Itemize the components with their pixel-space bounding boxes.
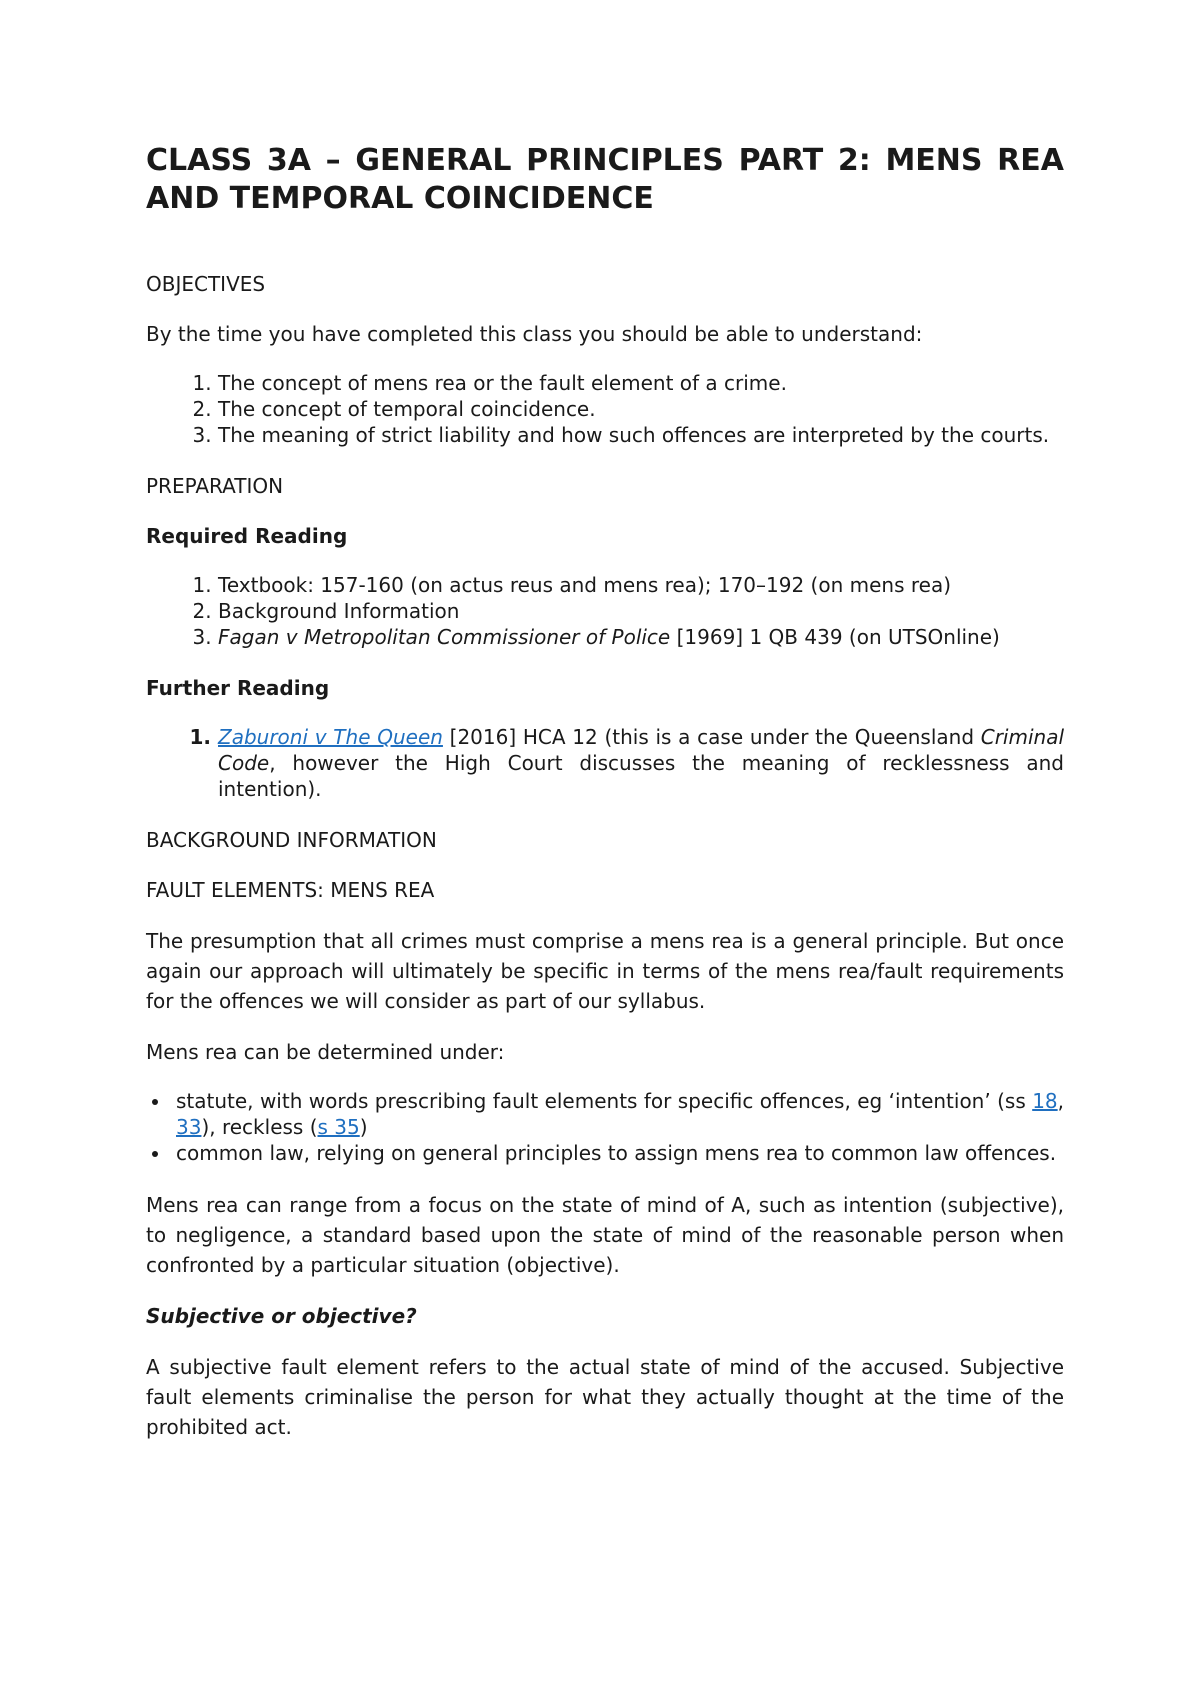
list-item — [218, 724, 1064, 802]
bullet-icon — [152, 1099, 158, 1105]
fault-elements-heading: FAULT ELEMENTS: MENS REA — [146, 878, 435, 902]
bullet-text: ), reckless ( — [201, 1115, 318, 1139]
list-item: 3. The meaning of strict liability and how such offences are interpreted by the courts. — [218, 422, 1064, 448]
subjective-objective-heading: Subjective or objective? — [146, 1304, 417, 1328]
required-reading-list — [146, 572, 1064, 650]
section-33-link[interactable]: 33 — [176, 1115, 202, 1139]
document-title: CLASS 3A – GENERAL PRINCIPLES PART 2: MENS REA AND TEMPORAL COINCIDENCE — [146, 143, 1064, 216]
list-item: 2. The concept of temporal coincidence. — [218, 396, 1064, 422]
mens-rea-sources-list — [146, 1088, 1064, 1166]
zaburoni-case-link[interactable] — [218, 725, 443, 749]
bullet-text: ) — [359, 1115, 368, 1139]
objectives-heading: OBJECTIVES — [146, 272, 266, 296]
paragraph: Mens rea can range from a focus on the state of mind of A, such as intention (subjective), to negligence, a standard based upon the state of mind of the reasonable person when confronted by a particular situation (objective). — [146, 1193, 1064, 1277]
list-item: 1. The concept of mens rea or the fault element of a crime. — [218, 370, 1064, 396]
section-18-link[interactable]: 18 — [1032, 1089, 1058, 1113]
case-name: Fagan v Metropolitan Commissioner of Police — [218, 625, 671, 649]
further-reading-heading: Further Reading — [146, 676, 330, 700]
paragraph: A subjective fault element refers to the actual state of mind of the accused. Subjective fault elements criminalise the person for what they actually thought at the time of the prohibited act. — [146, 1355, 1064, 1439]
list-item: 1. Textbook: 157-160 (on actus reus and mens rea); 170–192 (on mens rea) — [218, 572, 1064, 598]
objectives-intro: By the time you have completed this class you should be able to understand: — [146, 322, 923, 346]
bullet-text: , — [1057, 1089, 1064, 1113]
objectives-list — [146, 370, 1064, 448]
preparation-heading: PREPARATION — [146, 474, 284, 498]
background-heading: BACKGROUND INFORMATION — [146, 828, 437, 852]
further-reading-text: , however the High Court discusses the meaning of recklessness and intention). — [218, 751, 1064, 801]
list-item — [176, 1088, 1064, 1140]
further-reading-text: [2016] HCA 12 (this is a case under the Queensland — [442, 725, 981, 749]
bullet-text: common law, relying on general principles to assign mens rea to common law offences. — [176, 1141, 1057, 1165]
case-citation: [1969] 1 QB 439 (on UTSOnline) — [670, 625, 1000, 649]
required-reading-heading: Required Reading — [146, 524, 348, 548]
list-item — [176, 1140, 1064, 1166]
bullet-text: statute, with words prescribing fault elements for specific offences, eg ‘intention’ (ss — [176, 1089, 1033, 1113]
section-35-link[interactable]: s 35 — [317, 1115, 360, 1139]
list-item — [218, 624, 1064, 650]
paragraph: Mens rea can be determined under: — [146, 1040, 505, 1064]
case-link-text: Zaburoni v The Queen — [218, 725, 443, 749]
further-reading-list — [146, 724, 1064, 802]
list-item: 2. Background Information — [218, 598, 1064, 624]
criminal-code-text: Criminal Code — [218, 725, 1065, 775]
paragraph: The presumption that all crimes must comprise a mens rea is a general principle. But once again our approach will ultimately be specific in terms of the mens rea/fault requirements for the offences we will consider as part of our syllabus. — [146, 929, 1064, 1013]
bullet-icon — [152, 1151, 158, 1157]
